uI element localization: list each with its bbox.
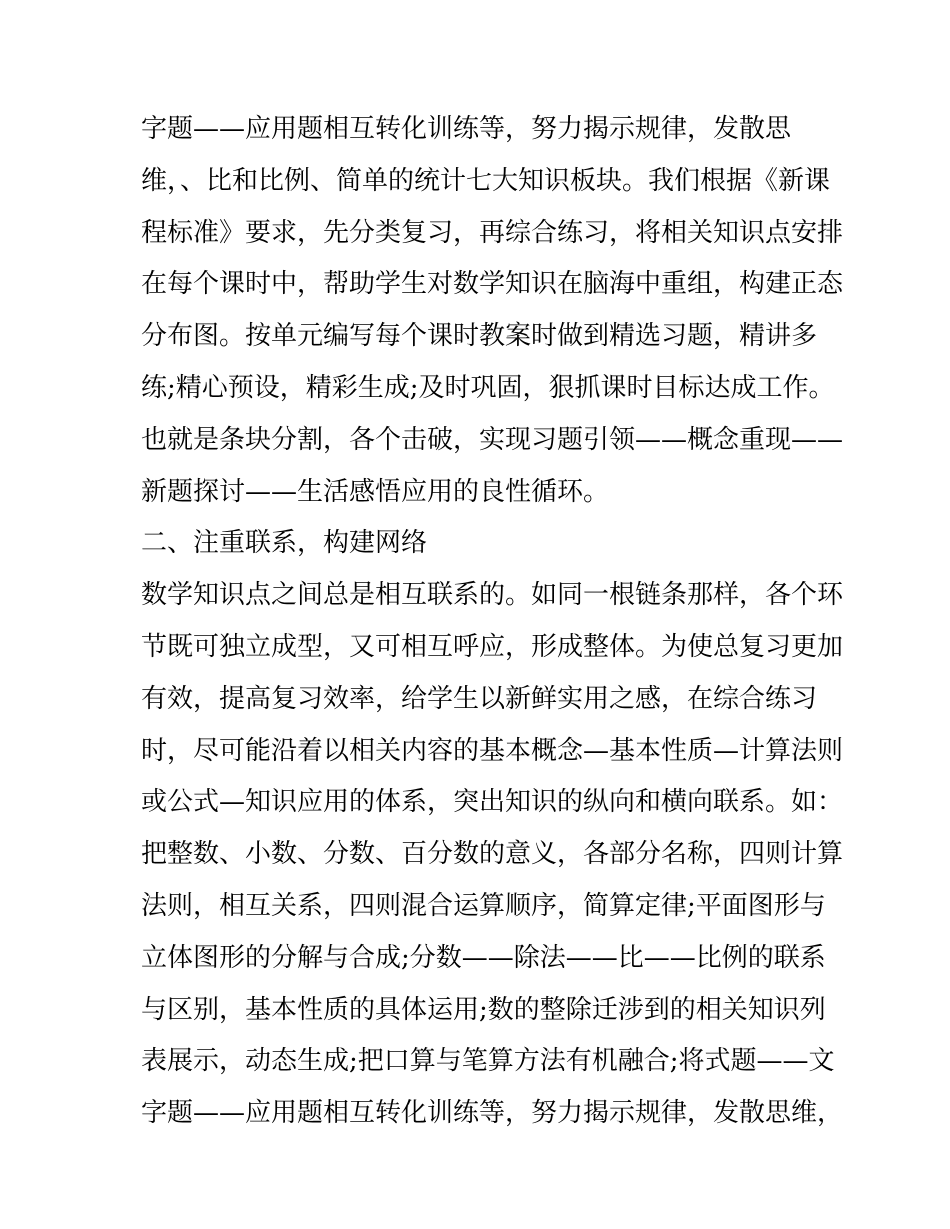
text-line: 立体图形的分解与合成;分数——除法——比——比例的联系 <box>141 942 826 973</box>
text-line: 程标准》要求，先分类复习，再综合练习，将相关知识点安排 <box>141 217 844 248</box>
text-line: 在每个课时中，帮助学生对数学知识在脑海中重组，构建正态 <box>141 269 844 300</box>
text-line: 分布图。按单元编写每个课时教案时做到精选习题，精讲多 <box>141 321 818 352</box>
text-line: 也就是条块分割，各个击破，实现习题引领——概念重现—— <box>141 424 844 455</box>
text-line: 节既可独立成型，又可相互呼应，形成整体。为使总复习更加 <box>141 631 844 662</box>
text-line: 新题探讨——生活感悟应用的良性循环。 <box>141 476 610 507</box>
text-line: 或公式—知识应用的体系，突出知识的纵向和横向联系。如： <box>141 787 844 818</box>
text-line: 字题——应用题相互转化训练等，努力揭示规律，发散思维， <box>141 1098 844 1129</box>
text-line: 有效，提高复习效率，给学生以新鲜实用之感，在综合练习 <box>141 683 818 714</box>
section-heading: 二、注重联系，构建网络 <box>141 528 428 559</box>
text-line: 数学知识点之间总是相互联系的。如同一根链条那样，各个环 <box>141 580 844 611</box>
text-line: 与区别，基本性质的具体运用;数的整除迁涉到的相关知识列 <box>141 994 826 1025</box>
text-line: 表展示，动态生成;把口算与笔算方法有机融合;将式题——文 <box>141 1046 835 1077</box>
text-line: 把整数、小数、分数、百分数的意义，各部分名称，四则计算 <box>141 839 844 870</box>
text-line: 字题——应用题相互转化训练等，努力揭示规律，发散思 <box>141 114 792 144</box>
text-line: 维，、比和比例、简单的统计七大知识板块。我们根据《新课 <box>141 165 831 196</box>
text-line: 法则，相互关系，四则混合运算顺序，简算定律;平面图形与 <box>141 890 826 921</box>
text-line: 时，尽可能沿着以相关内容的基本概念—基本性质—计算法则 <box>141 735 844 766</box>
body-text <box>141 104 844 1140</box>
text-line: 练;精心预设，精彩生成;及时巩固，狠抓课时目标达成工作。 <box>141 372 835 403</box>
